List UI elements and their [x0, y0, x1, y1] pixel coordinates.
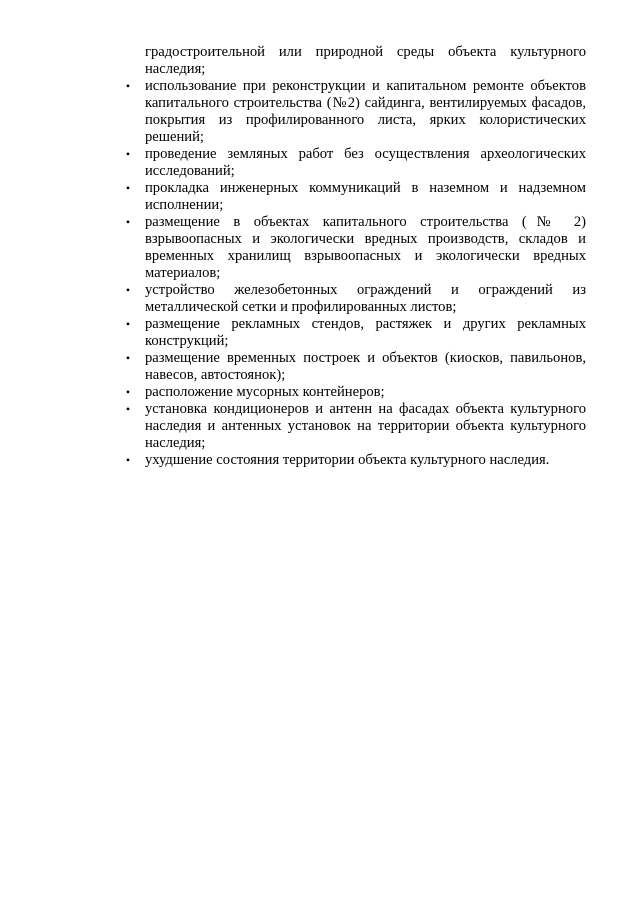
list-item: [125, 78, 586, 146]
bullet-icon: •: [125, 317, 131, 331]
list-item-text: расположение мусорных контейнеров;: [145, 384, 385, 400]
list-item: [125, 452, 586, 469]
bullet-icon: •: [125, 147, 131, 161]
list-item: [125, 384, 586, 401]
restrictions-list: [125, 78, 586, 469]
list-item: [125, 146, 586, 180]
bullet-icon: •: [125, 453, 131, 467]
list-item-text: использование при реконструкции и капитальном ремонте объектов капитального строительства (№2) сайдинга, вентилируемых фасадов, покрытия из профилированного листа, ярких колористических решений;: [145, 78, 586, 145]
bullet-icon: •: [125, 79, 131, 93]
bullet-icon: •: [125, 351, 131, 365]
continuation-paragraph: градостроительной или природной среды объекта культурного наследия;: [145, 44, 586, 77]
list-item: [125, 401, 586, 452]
list-item: [125, 214, 586, 282]
list-item: [125, 282, 586, 316]
list-item-text: устройство железобетонных ограждений и ограждений из металлической сетки и профилированных листов;: [145, 282, 586, 315]
list-item-text: размещение в объектах капитального строительства (№ 2) взрывоопасных и экологически вредных производств, складов и временных хранилищ взрывоопасных и экологически вредных материалов;: [145, 214, 586, 281]
list-item: [125, 180, 586, 214]
list-item: [125, 350, 586, 384]
list-item-text: прокладка инженерных коммуникаций в наземном и надземном исполнении;: [145, 180, 586, 213]
document-body: [125, 44, 586, 469]
list-item-text: проведение земляных работ без осуществления археологических исследований;: [145, 146, 586, 179]
list-item-text: ухудшение состояния территории объекта культурного наследия.: [145, 452, 550, 468]
bullet-icon: •: [125, 385, 131, 399]
bullet-icon: •: [125, 215, 131, 229]
list-item-text: размещение временных построек и объектов (киосков, павильонов, навесов, автостоянок);: [145, 350, 586, 383]
list-item: [125, 316, 586, 350]
list-item-text: установка кондиционеров и антенн на фасадах объекта культурного наследия и антенных установок на территории объекта культурного наследия;: [145, 401, 586, 451]
bullet-icon: •: [125, 402, 131, 416]
bullet-icon: •: [125, 283, 131, 297]
list-item-text: размещение рекламных стендов, растяжек и других рекламных конструкций;: [145, 316, 586, 349]
bullet-icon: •: [125, 181, 131, 195]
